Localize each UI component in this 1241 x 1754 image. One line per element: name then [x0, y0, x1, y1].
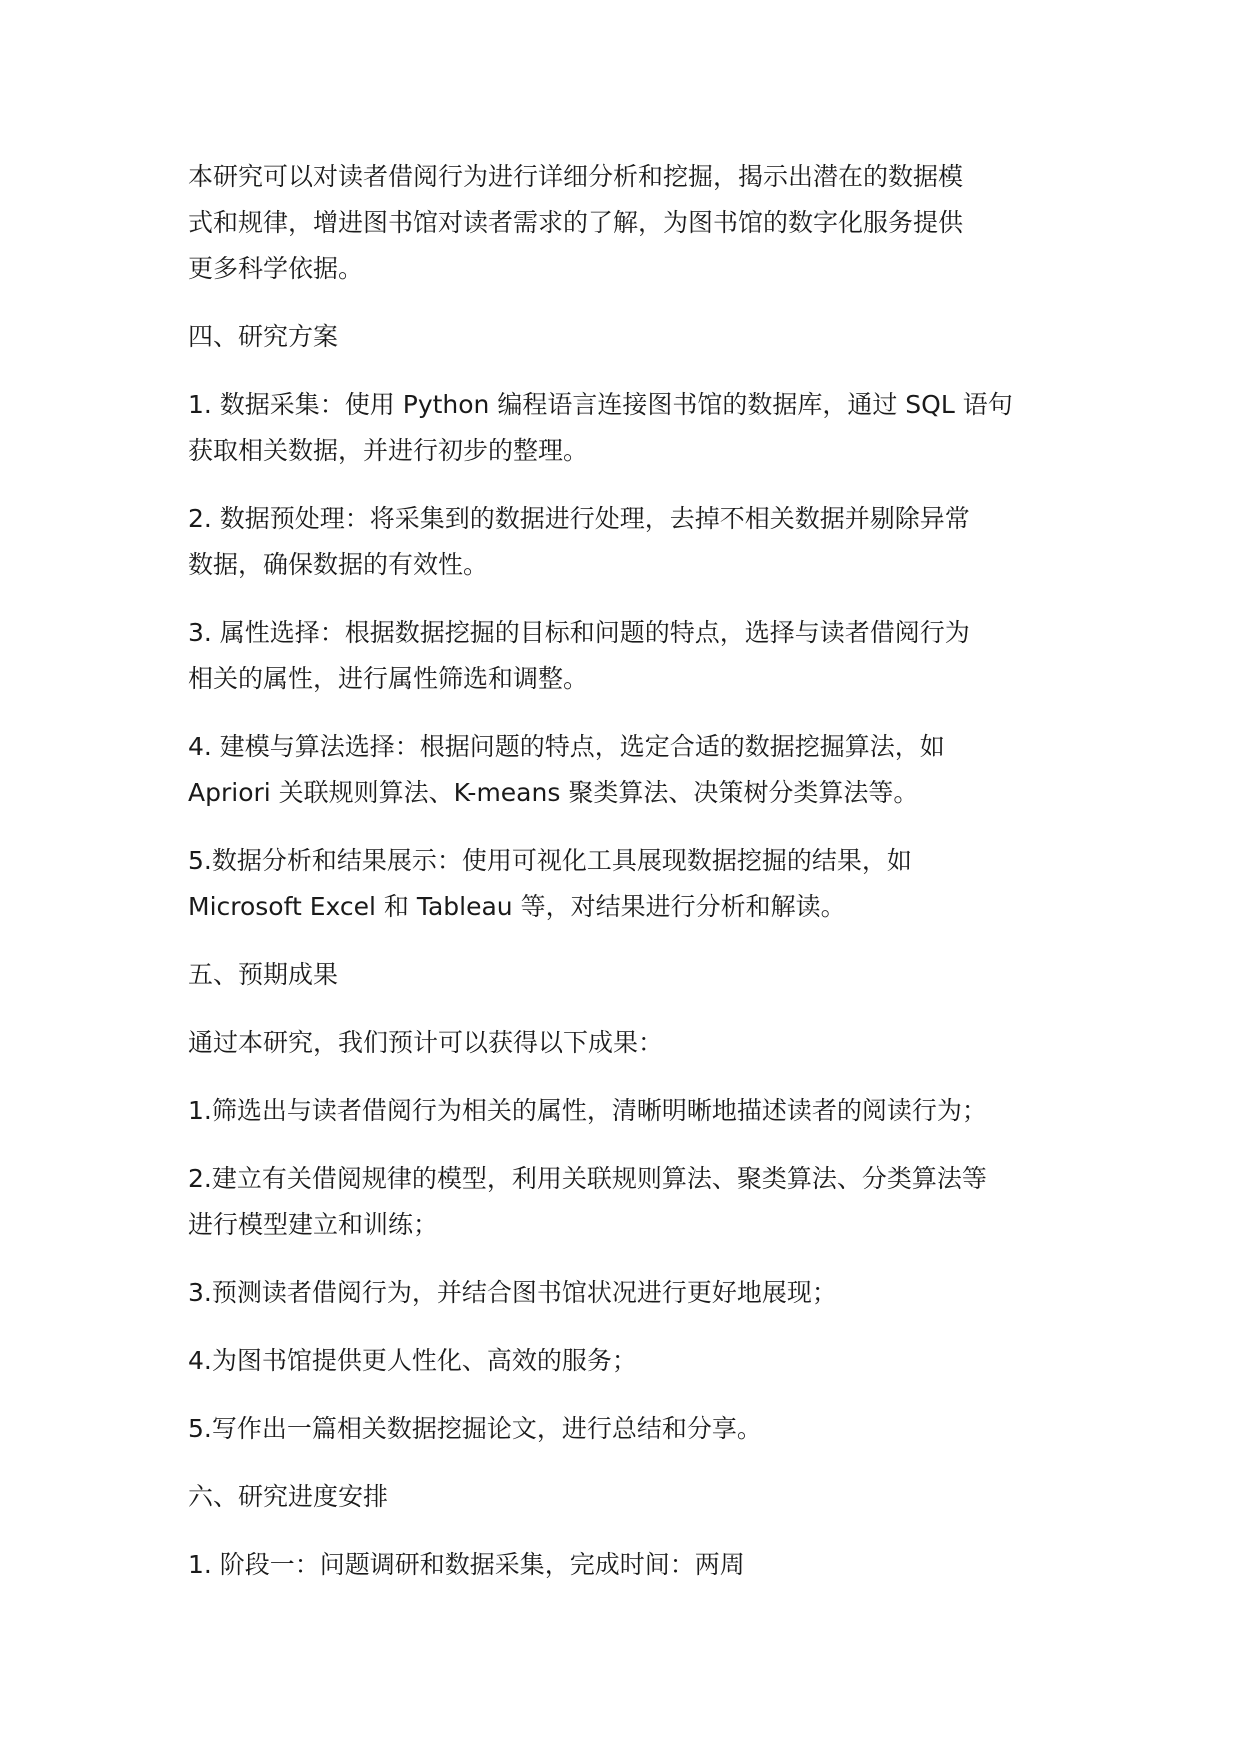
text-line: 2.建立有关借阅规律的模型，利用关联规则算法、聚类算法、分类算法等 — [188, 1164, 987, 1193]
list-item-result-2 — [188, 1156, 1068, 1248]
text-line: 4. 建模与算法选择：根据问题的特点，选定合适的数据挖掘算法，如 — [188, 732, 945, 761]
list-item-attribute-selection — [188, 610, 1068, 702]
text-line: 2. 数据预处理：将采集到的数据进行处理，去掉不相关数据并剔除异常 — [188, 504, 970, 533]
text-line: 式和规律，增进图书馆对读者需求的了解，为图书馆的数字化服务提供 — [188, 208, 964, 237]
text-line: 数据，确保数据的有效性。 — [188, 550, 489, 579]
text-line: 1. 阶段一：问题调研和数据采集，完成时间：两周 — [188, 1550, 745, 1579]
text-line: 更多科学依据。 — [188, 254, 364, 283]
section-heading-expected-results — [188, 952, 1068, 998]
paragraph-results-intro — [188, 1020, 1068, 1066]
text-line: 相关的属性，进行属性筛选和调整。 — [188, 664, 589, 693]
text-line: Microsoft Excel 和 Tableau 等，对结果进行分析和解读。 — [188, 892, 846, 921]
text-line: 通过本研究，我们预计可以获得以下成果： — [188, 1028, 664, 1057]
heading-text: 四、研究方案 — [188, 322, 339, 351]
list-item-data-preprocessing — [188, 496, 1068, 588]
text-line: 1.筛选出与读者借阅行为相关的属性，清晰明晰地描述读者的阅读行为； — [188, 1096, 987, 1125]
list-item-stage-1 — [188, 1542, 1068, 1588]
list-item-modeling-algorithm — [188, 724, 1068, 816]
paragraph-research-significance — [188, 154, 1068, 292]
section-heading-research-plan — [188, 314, 1068, 360]
text-line: 5.写作出一篇相关数据挖掘论文，进行总结和分享。 — [188, 1414, 762, 1443]
text-line: 进行模型建立和训练； — [188, 1210, 439, 1239]
document-body — [188, 154, 1068, 1588]
list-item-data-collection — [188, 382, 1068, 474]
list-item-analysis-display — [188, 838, 1068, 930]
text-line: 3.预测读者借阅行为，并结合图书馆状况进行更好地展现； — [188, 1278, 837, 1307]
section-heading-schedule — [188, 1474, 1068, 1520]
text-line: Apriori 关联规则算法、K-means 聚类算法、决策树分类算法等。 — [188, 778, 919, 807]
text-line: 4.为图书馆提供更人性化、高效的服务； — [188, 1346, 637, 1375]
list-item-result-4 — [188, 1338, 1068, 1384]
list-item-result-3 — [188, 1270, 1068, 1316]
list-item-result-1 — [188, 1088, 1068, 1134]
list-item-result-5 — [188, 1406, 1068, 1452]
text-line: 获取相关数据，并进行初步的整理。 — [188, 436, 589, 465]
heading-text: 六、研究进度安排 — [188, 1482, 389, 1511]
text-line: 1. 数据采集：使用 Python 编程语言连接图书馆的数据库，通过 SQL 语句 — [188, 390, 1013, 419]
text-line: 5.数据分析和结果展示：使用可视化工具展现数据挖掘的结果，如 — [188, 846, 912, 875]
heading-text: 五、预期成果 — [188, 960, 339, 989]
text-line: 本研究可以对读者借阅行为进行详细分析和挖掘，揭示出潜在的数据模 — [188, 162, 964, 191]
text-line: 3. 属性选择：根据数据挖掘的目标和问题的特点，选择与读者借阅行为 — [188, 618, 970, 647]
